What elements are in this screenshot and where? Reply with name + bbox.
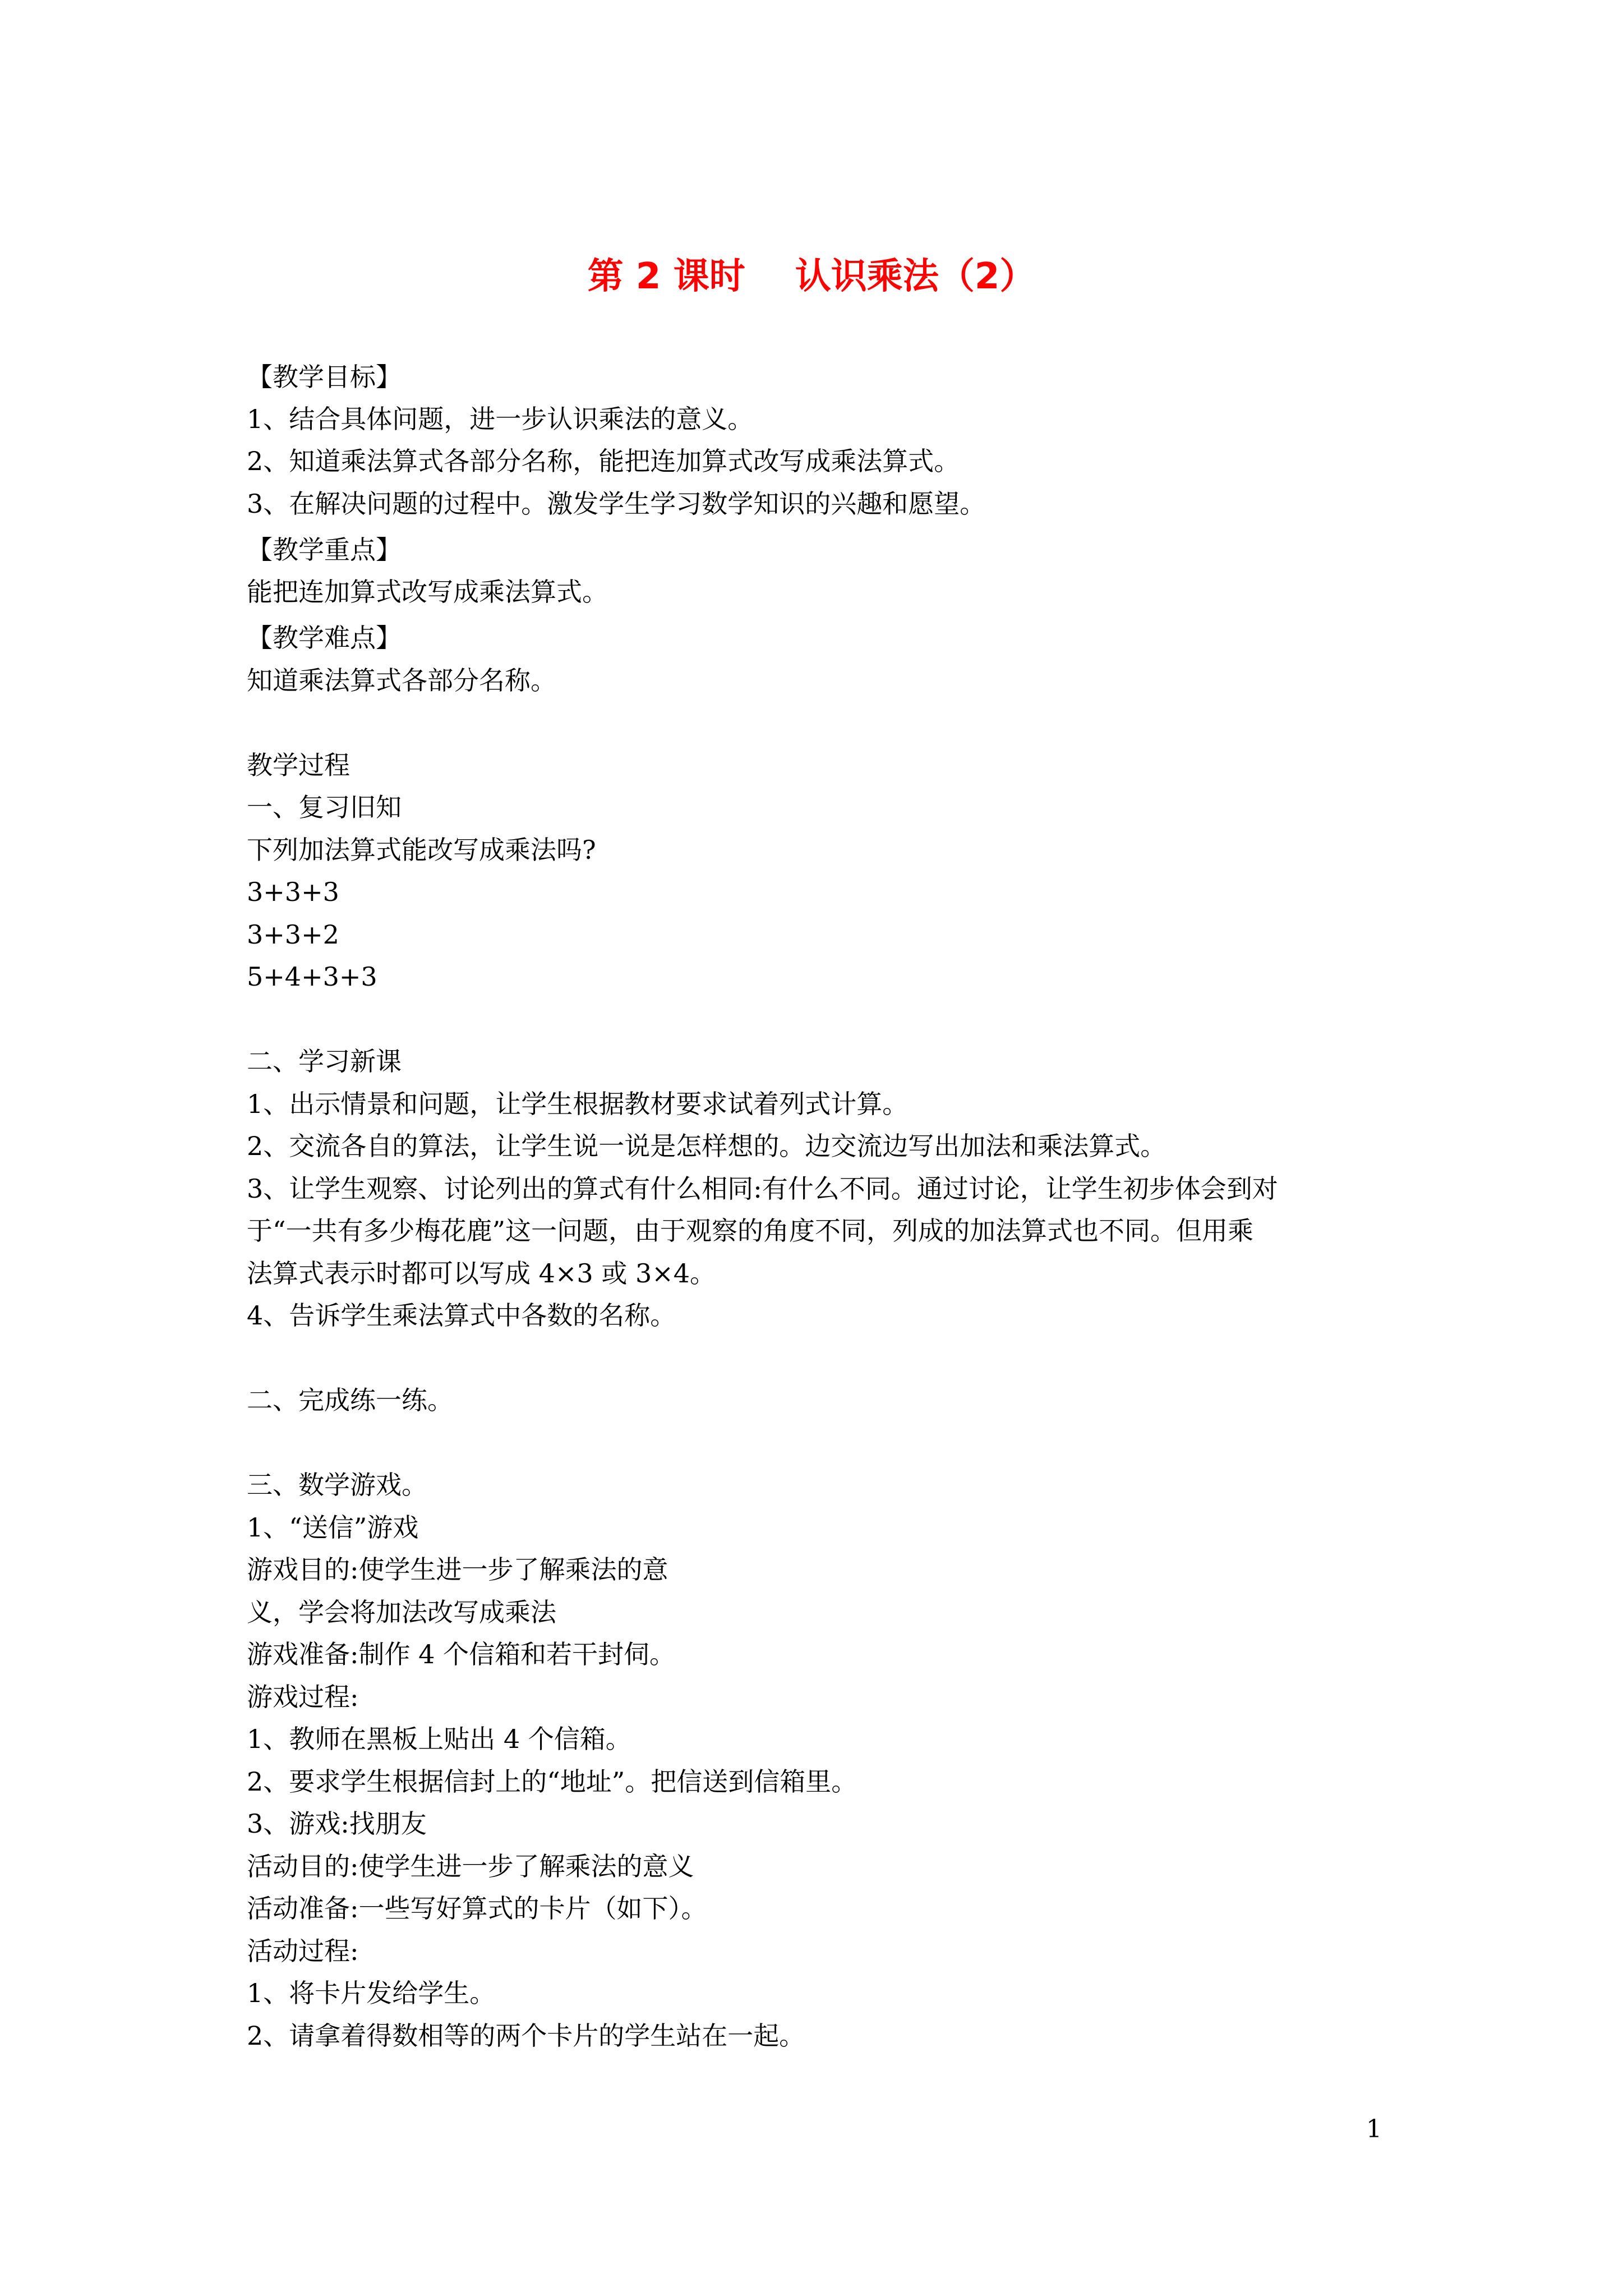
paragraph-line: 2、交流各自的算法，让学生说一说是怎样想的。边交流边写出加法和乘法算式。 — [247, 1131, 1166, 1161]
paragraph-line: 4、告诉学生乘法算式中各数的名称。 — [247, 1300, 676, 1331]
paragraph-line: 游戏目的:使学生进一步了解乘法的意 — [247, 1554, 668, 1585]
paragraph-line: 游戏过程: — [247, 1682, 359, 1712]
section-heading-key-points: 【教学重点】 — [247, 535, 402, 565]
key-point-text: 能把连加算式改写成乘法算式。 — [247, 577, 608, 607]
paragraph-line: 活动准备:一些写好算式的卡片（如下）。 — [247, 1893, 707, 1924]
paragraph-line: 3、让学生观察、讨论列出的算式有什么相同:有什么不同。通过讨论，让学生初步体会到对 — [247, 1174, 1278, 1204]
objective-2: 2、知道乘法算式各部分名称，能把连加算式改写成乘法算式。 — [247, 446, 960, 476]
paragraph-line: 活动目的:使学生进一步了解乘法的意义 — [247, 1851, 694, 1881]
paragraph-line: 1、教师在黑板上贴出 4 个信箱。 — [247, 1724, 631, 1754]
part-practice-heading: 二、完成练一练。 — [247, 1385, 453, 1415]
difficulty-text: 知道乘法算式各部分名称。 — [247, 665, 556, 696]
part-new-lesson-heading: 二、学习新课 — [247, 1046, 402, 1076]
page-number: 1 — [1366, 2115, 1382, 2143]
review-question: 下列加法算式能改写成乘法吗? — [247, 835, 596, 865]
part-game-heading: 三、数学游戏。 — [247, 1470, 427, 1500]
section-heading-process: 教学过程 — [247, 750, 350, 780]
lesson-title: 第 2 课时 认识乘法（2） — [587, 256, 1036, 297]
expression-line: 3+3+2 — [247, 919, 339, 950]
paragraph-line: 义，学会将加法改写成乘法 — [247, 1597, 556, 1627]
paragraph-line: 2、请拿着得数相等的两个卡片的学生站在一起。 — [247, 2021, 805, 2051]
section-heading-objectives: 【教学目标】 — [247, 362, 402, 392]
paragraph-line: 游戏准备:制作 4 个信箱和若干封伺。 — [247, 1639, 676, 1669]
paragraph-line: 1、“送信”游戏 — [247, 1512, 419, 1543]
paragraph-line: 1、出示情景和问题，让学生根据教材要求试着列式计算。 — [247, 1089, 909, 1119]
objective-1: 1、结合具体问题，进一步认识乘法的意义。 — [247, 404, 754, 434]
paragraph-line: 法算式表示时都可以写成 4×3 或 3×4。 — [247, 1258, 716, 1289]
section-heading-difficulties: 【教学难点】 — [247, 623, 402, 653]
paragraph-line: 活动过程: — [247, 1936, 359, 1966]
paragraph-line: 于“一共有多少梅花鹿”这一问题，由于观察的角度不同，列成的加法算式也不同。但用乘 — [247, 1216, 1254, 1246]
expression-line: 3+3+3 — [247, 877, 339, 907]
objective-3: 3、在解决问题的过程中。激发学生学习数学知识的兴趣和愿望。 — [247, 489, 986, 519]
paragraph-line: 1、将卡片发给学生。 — [247, 1978, 496, 2008]
part-review-heading: 一、复习旧知 — [247, 792, 402, 822]
paragraph-line: 2、要求学生根据信封上的“地址”。把信送到信箱里。 — [247, 1766, 857, 1797]
expression-line: 5+4+3+3 — [247, 961, 377, 992]
paragraph-line: 3、游戏:找朋友 — [247, 1809, 427, 1839]
